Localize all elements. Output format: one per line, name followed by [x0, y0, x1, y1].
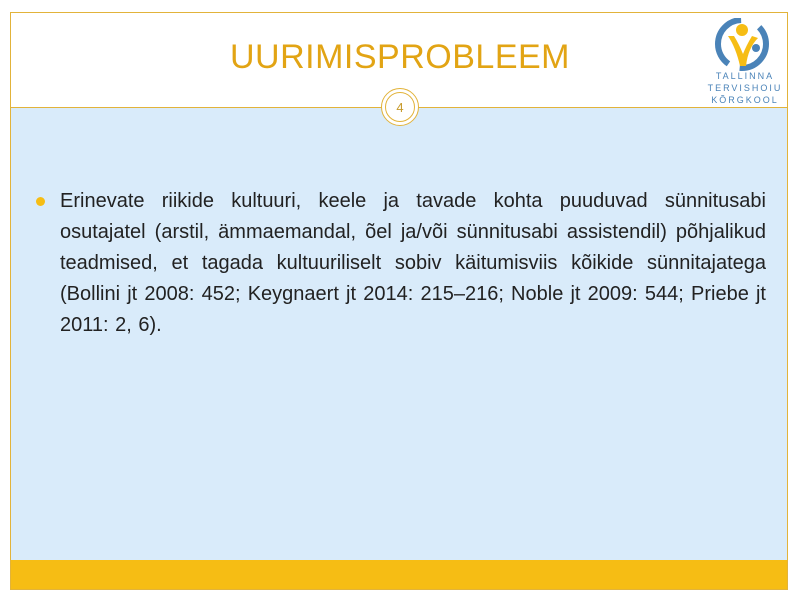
bullet-text: Erinevate riikide kultuuri, keele ja tavade kohta puuduvad sünnitusabi osutajatel (arstil, ämmaemandal, õel ja/või sünnitusabi assistendil) põhjalikud teadmised, et tagada kultuuriliselt sobiv käitumisviis kõikide sünnitajatega (Bollini jt 2008: 452; Keygnaert jt 2014: 215–216; Noble jt 2009: 544; Priebe jt 2011: 2, 6).: [60, 190, 766, 336]
school-name-line-3: KÕRGKOOL: [711, 95, 779, 105]
slide-title: UURIMISPROBLEEM: [230, 38, 570, 76]
page-number: 4: [385, 92, 415, 122]
bullet-dot-icon: [36, 197, 45, 206]
school-name-line-2: TERVISHOIU: [707, 83, 783, 93]
bullet-item: [36, 186, 766, 341]
school-name-line-1: TALLINNA: [715, 71, 775, 81]
footer-bar: [11, 560, 787, 589]
school-name: [706, 70, 784, 106]
page-number-badge: [381, 88, 419, 126]
